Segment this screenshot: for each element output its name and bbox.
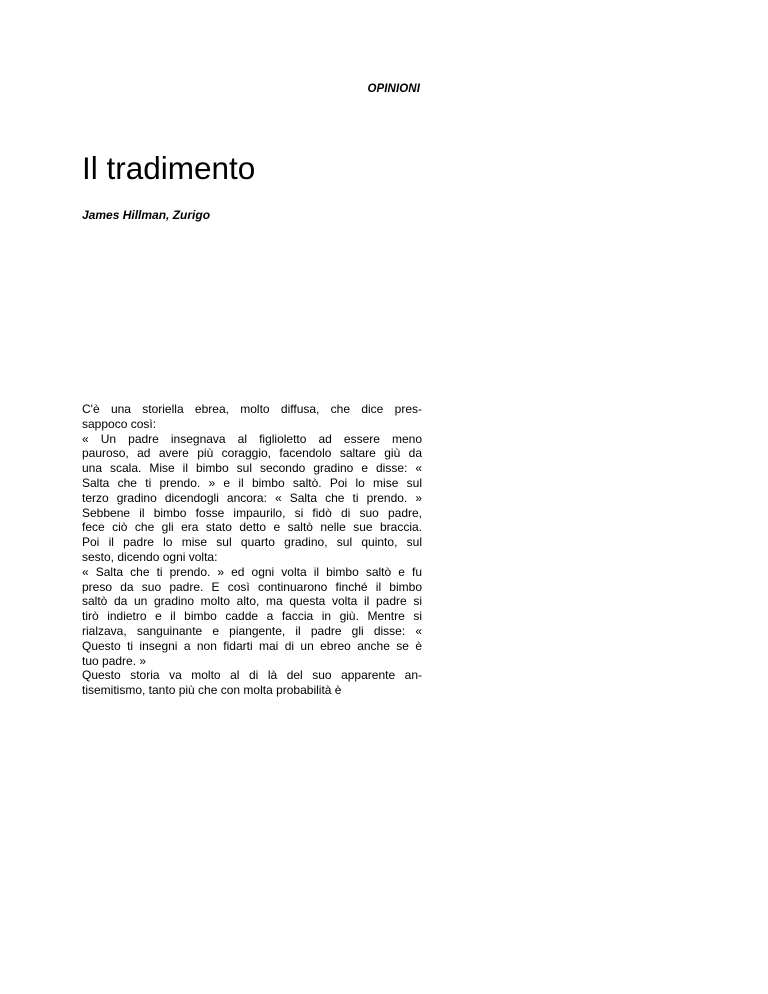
body-line: tisemitismo, tanto più che con molta probabilità è [82, 683, 342, 698]
body-line: « Un padre insegnava al figlioletto ad essere meno [82, 431, 422, 446]
body-line: pauroso, ad avere più coraggio, facendolo saltare giù da [82, 446, 422, 461]
body-line: C'è una storiella ebrea, molto diffusa, che dice pres- [82, 402, 422, 416]
body-line: terzo gradino dicendogli ancora: « Salta che ti prendo. » [82, 490, 422, 505]
body-line: sappoco così: [82, 416, 157, 431]
body-line: Questo ti insegni a non fidarti mai di un ebreo anche se è [82, 638, 422, 653]
body-line: Poi il padre lo mise sul quarto gradino, sul quinto, sul [82, 535, 422, 550]
body-line: sesto, dicendo ogni volta: [82, 549, 218, 564]
body-line: Questo storia va molto al di là del suo apparente an- [82, 668, 422, 683]
body-line: Sebbene il bimbo fosse impaurilo, si fidò di suo padre, [82, 505, 422, 520]
body-line: preso da suo padre. E così continuarono finché il bimbo [82, 579, 422, 594]
body-line: tuo padre. » [82, 653, 147, 668]
body-line: rialzava, sanguinante e piangente, il padre gli disse: « [82, 623, 422, 638]
body-line: fece ciò che gli era stato detto e saltò nelle sue braccia. [82, 520, 422, 535]
body-line: « Salta che ti prendo. » ed ogni volta il bimbo saltò e fu [82, 564, 422, 579]
body-line: una scala. Mise il bimbo sul secondo gradino e disse: « [82, 461, 422, 476]
article-title: Il tradimento [82, 150, 256, 186]
body-line: saltò da un gradino molto alto, ma questa volta il padre si [82, 594, 422, 609]
body-line: tirò indietro e il bimbo cadde a faccia in giù. Mentre si [82, 609, 422, 624]
article-body [82, 402, 422, 698]
body-line: Salta che ti prendo. » e il bimbo saltò. Poi lo mise sul [82, 475, 422, 490]
section-label: OPINIONI [367, 83, 420, 95]
article-byline: James Hillman, Zurigo [82, 208, 211, 222]
